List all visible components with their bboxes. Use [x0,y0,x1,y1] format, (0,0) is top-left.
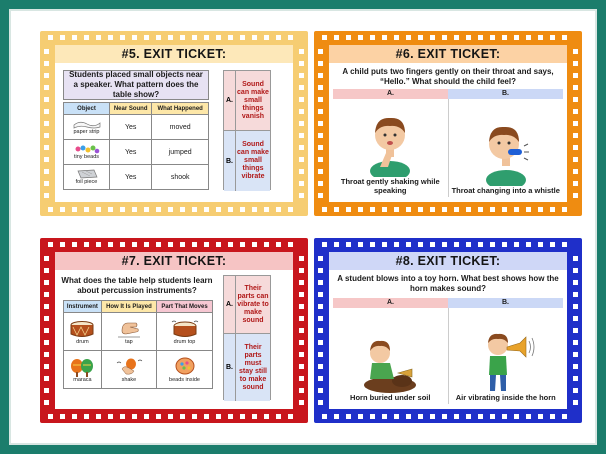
exit-ticket-8-card [314,238,582,423]
table-header: Object [64,103,110,115]
table-header: How It Is Played [101,301,156,313]
option-a-caption: Horn buried under soil [350,393,431,402]
boy-touching-throat-icon [362,109,418,177]
exit-ticket-7-choices [223,275,271,400]
exit-ticket-5-content [55,45,293,202]
option-b-caption: Throat changing into a whistle [451,186,560,195]
near-sound-value: Yes [110,140,152,165]
hand-shake-icon [114,357,144,377]
choice-letter: A. [224,71,236,130]
option-a[interactable] [333,99,448,197]
exit-ticket-7-table [63,300,213,389]
choice-text: Their parts can vibrate to make sound [237,284,269,324]
option-a-letter: A. [387,90,394,97]
exit-ticket-5-card [40,31,308,216]
table-row [64,313,213,351]
choice-a[interactable] [224,71,270,131]
part-moves-label: beads inside [169,376,200,383]
object-label: foil piece [75,179,98,185]
table-row [64,165,209,190]
options-header [333,298,563,308]
beads-inside-icon [170,357,200,377]
exit-ticket-8-title: #8. EXIT TICKET: [329,252,567,270]
instrument-label: maraca [73,376,92,383]
choice-letter: A. [224,276,236,333]
option-b-letter: B. [448,89,563,99]
exit-ticket-6-title: #6. EXIT TICKET: [329,45,567,63]
option-a-letter: A. [387,299,394,306]
part-moves-label: drum top [173,338,196,345]
table-header: Instrument [64,301,102,313]
what-happened-value: jumped [152,140,209,165]
choice-b[interactable] [224,131,270,191]
choice-text: Their parts must stay still to make sound [238,343,267,391]
child-burying-horn-icon [360,331,420,393]
exit-ticket-6-card [314,31,582,216]
paper-strip-icon [72,119,102,129]
exit-ticket-6-content [329,45,567,202]
child-blowing-horn-icon [476,331,536,393]
near-sound-value: Yes [110,165,152,190]
exit-ticket-5-question: Students placed small objects near a speaker. What pattern does the table show? [69,70,203,99]
option-b-caption: Air vibrating inside the horn [455,393,556,402]
choice-b[interactable] [224,334,270,401]
table-header: What Happened [152,103,209,115]
choice-a[interactable] [224,276,270,334]
option-b[interactable] [448,308,564,404]
drum-top-icon [170,319,200,339]
options-row [333,308,563,404]
exit-ticket-5-title: #5. EXIT TICKET: [55,45,293,63]
exit-ticket-8-content [329,252,567,409]
what-happened-value: shook [152,165,209,190]
exit-ticket-6-question: A child puts two fingers gently on their throat and says, “Hello.” What should the child feel? [342,67,554,86]
exit-ticket-7-question: What does the table help students learn about percussion instruments? [61,276,213,295]
options-row [333,99,563,197]
option-b[interactable] [448,99,564,197]
what-happened-value: moved [152,115,209,140]
how-played-label: tap [125,338,133,345]
table-row [64,351,213,389]
exit-ticket-5-question-box [63,70,209,100]
object-label: paper strip [73,129,100,135]
exit-ticket-7-title: #7. EXIT TICKET: [55,252,293,270]
near-sound-value: Yes [110,115,152,140]
choice-text: Sound can make small things vibrate [237,141,269,180]
table-header: Near Sound [110,103,152,115]
hand-tap-icon [114,319,144,339]
instrument-label: drum [76,338,89,345]
exit-ticket-5-choices [223,70,271,190]
table-row [64,140,209,165]
option-a[interactable] [333,308,448,404]
drum-icon [67,319,97,339]
foil-icon [72,169,102,179]
choice-text: Sound can make small things vanish [237,80,269,120]
boy-blowing-whistle-icon [478,118,534,186]
exit-ticket-8-question: A student blows into a toy horn. What best shows how the horn makes sound? [337,274,559,293]
exit-ticket-7-content [55,252,293,409]
object-label: tiny beads [73,154,100,160]
options-header [333,89,563,99]
how-played-label: shake [121,376,137,383]
exit-ticket-5-table [63,102,209,190]
option-b-letter: B. [448,298,563,308]
beads-icon [72,144,102,154]
option-a-caption: Throat gently shaking while speaking [340,177,440,195]
maraca-icon [67,357,97,377]
table-row [64,115,209,140]
choice-letter: B. [224,334,236,401]
exit-ticket-7-card [40,238,308,423]
choice-letter: B. [224,131,236,191]
table-header: Part That Moves [157,301,213,313]
